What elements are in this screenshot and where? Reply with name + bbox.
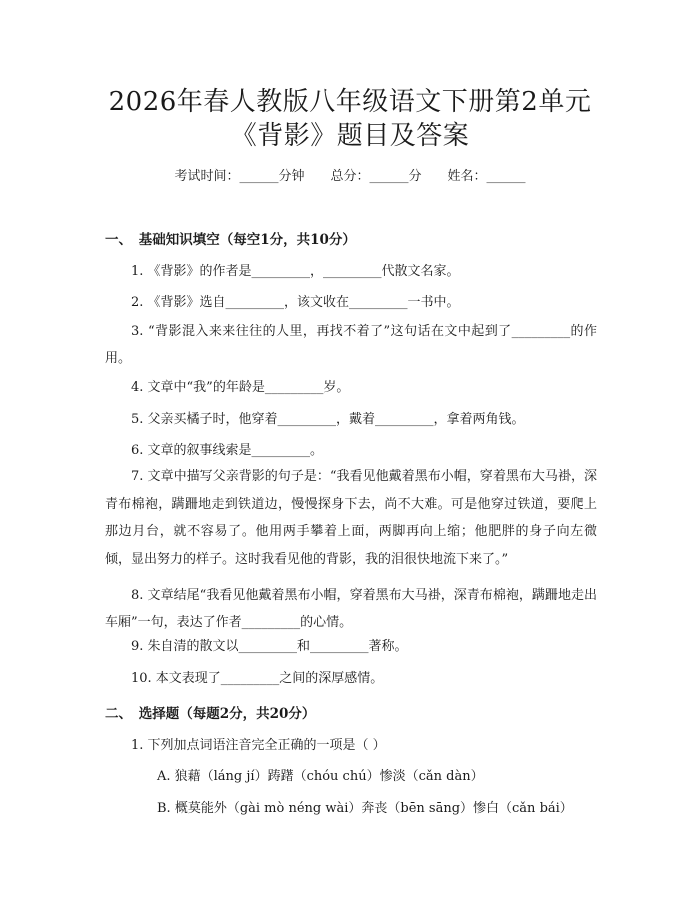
question-3: 3. “背影混入来来往往的人里，再找不着了”这句话在文中起到了_________的作用。 <box>105 324 597 366</box>
question-5: 5. 父亲买橘子时，他穿着_________，戴着_________，拿着两角钱。 <box>131 412 525 427</box>
question-7: 7. 文章中描写父亲背影的句子是：“我看见他戴着黑布小帽，穿着黑布大马褂，深青布棉袍，蹒跚地走到铁道边，慢慢探身下去，尚不大难。可是他穿过铁道，要爬上那边月台，就不容易了。他用两手攀着上面，两脚再向上缩；他肥胖的身子向左微倾，显出努力的样子。这时我看见他的背影，我的泪很快地流下来了。” <box>105 469 597 567</box>
question-10: 10. 本文表现了_________之间的深厚感情。 <box>131 671 384 686</box>
title-line-2: 《背影》题目及答案 <box>230 121 470 151</box>
question-6: 6. 文章的叙事线索是_________。 <box>131 443 324 458</box>
choice-question-1: 1. 下列加点词语注音完全正确的一项是（ ） <box>131 738 386 753</box>
exam-meta: 考试时间：______分钟 总分：______分 姓名：______ <box>174 169 526 184</box>
choice-option-b: B. 概莫能外（gài mò néng wài）奔丧（bēn sāng）惨白（cǎn bái） <box>157 801 573 816</box>
section-1-heading: 一、 基础知识填空（每空1分，共10分） <box>105 232 356 248</box>
question-9: 9. 朱自清的散文以_________和_________著称。 <box>131 639 408 654</box>
question-8: 8. 文章结尾“我看见他戴着黑布小帽，穿着黑布大马褂，深青布棉袍，蹒跚地走出车厢”一句，表达了作者_________的心情。 <box>105 588 597 630</box>
question-2: 2. 《背影》选自_________，该文收在_________一书中。 <box>131 295 460 310</box>
choice-option-a: A. 狼藉（láng jí）踌躇（chóu chú）惨淡（cǎn dàn） <box>157 769 484 784</box>
question-4: 4. 文章中“我”的年龄是_________岁。 <box>131 380 350 395</box>
question-1: 1. 《背影》的作者是_________，_________代散文名家。 <box>131 264 460 279</box>
section-2-heading: 二、 选择题（每题2分，共20分） <box>105 706 316 722</box>
title-line-1: 2026年春人教版八年级语文下册第2单元 <box>108 87 592 117</box>
